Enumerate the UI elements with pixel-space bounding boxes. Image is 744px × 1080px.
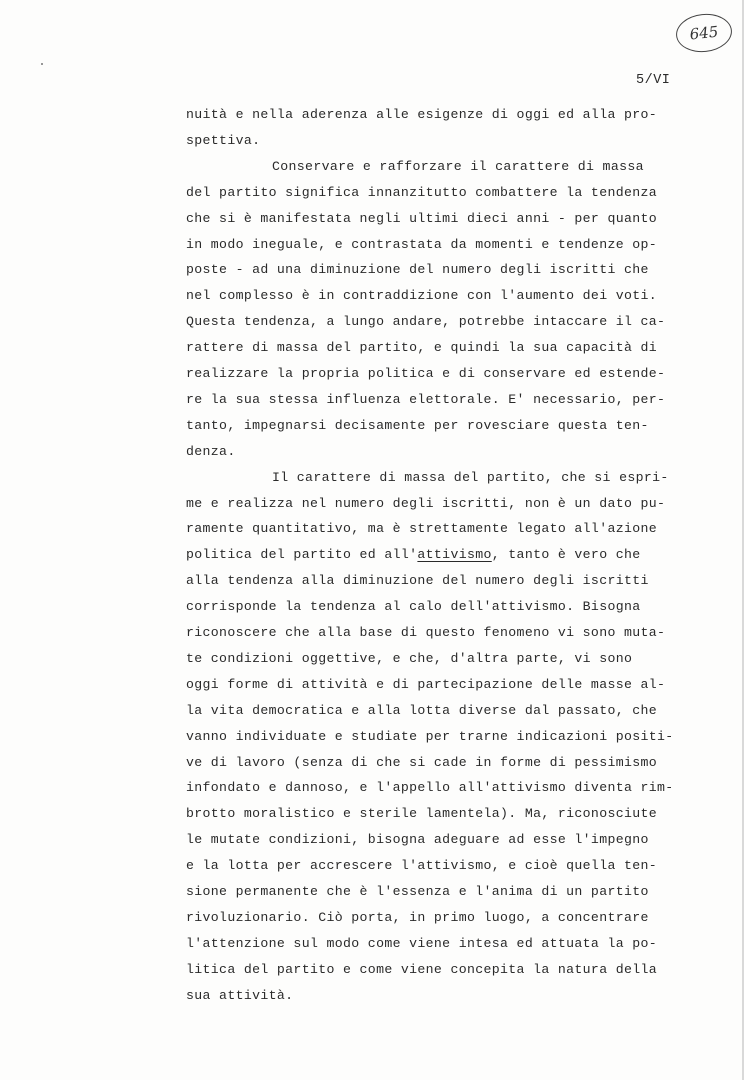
text-segment: Il carattere di massa del partito, che si espri-: [272, 469, 669, 485]
text-segment: corrisponde la tendenza al calo dell'attivismo. Bisogna: [186, 599, 641, 615]
text-line: [186, 236, 657, 254]
text-line: [186, 287, 657, 305]
scan-speck: [41, 63, 43, 65]
text-line: [186, 857, 657, 875]
text-line: [186, 728, 674, 746]
text-line: [186, 391, 665, 409]
text-line: [186, 702, 657, 720]
text-segment: re la sua stessa influenza elettorale. E' necessario, per-: [186, 391, 666, 407]
text-segment: te condizioni oggettive, e che, d'altra parte, vi sono: [186, 650, 633, 666]
text-segment: me e realizza nel numero degli iscritti, non è un dato pu-: [186, 495, 666, 511]
text-line: [186, 909, 649, 927]
text-segment: nel complesso è in contraddizione con l'aumento dei voti.: [186, 288, 658, 304]
text-line: [186, 935, 657, 953]
text-segment: sione permanente che è l'essenza e l'anima di un partito: [186, 884, 649, 899]
text-segment: Questa tendenza, a lungo andare, potrebbe intaccare il ca-: [186, 314, 666, 330]
text-line: [186, 261, 649, 279]
text-line: [186, 779, 674, 797]
text-segment: alla tendenza alla diminuzione del numero degli iscritti: [186, 573, 649, 589]
text-line: [186, 339, 657, 357]
text-segment: l'attenzione sul modo come viene intesa ed attuata la po-: [186, 935, 658, 951]
text-segment: oggi forme di attività e di partecipazione delle masse al-: [186, 676, 666, 692]
text-line: [186, 572, 649, 590]
text-line: [186, 132, 260, 150]
text-line: [186, 754, 657, 772]
text-line: [186, 546, 641, 564]
text-line: [186, 184, 657, 202]
text-line: [186, 650, 632, 668]
text-line: [186, 210, 657, 228]
text-segment: ramente quantitativo, ma è strettamente legato all'azione: [186, 521, 658, 537]
archive-stamp: [674, 11, 734, 55]
text-segment: politica del partito ed all': [186, 547, 418, 563]
text-line: [272, 469, 669, 487]
text-segment: , tanto è vero che: [491, 547, 641, 563]
text-segment: vanno individuate e studiate per trarne indicazioni positi-: [186, 728, 674, 744]
text-segment: realizzare la propria politica e di conservare ed estende-: [186, 366, 666, 381]
page-number: 5/VI: [636, 73, 671, 88]
text-line: [186, 598, 641, 616]
text-segment: rivoluzionario. Ciò porta, in primo luogo, a concentrare: [186, 909, 649, 925]
text-segment: nuità e nella aderenza alle esigenze di oggi ed alla pro-: [186, 107, 658, 122]
text-segment: in modo ineguale, e contrastata da momenti e tendenze op-: [186, 236, 658, 252]
text-segment: rattere di massa del partito, e quindi la sua capacità di: [186, 340, 658, 356]
text-segment: sua attività.: [186, 987, 294, 1003]
text-segment: litica del partito e come viene concepita la natura della: [186, 961, 658, 977]
text-line: [186, 805, 657, 823]
text-segment: riconoscere che alla base di questo fenomeno vi sono muta-: [186, 625, 666, 640]
text-line: [186, 520, 657, 538]
archive-stamp-number: 645: [688, 22, 720, 44]
text-line: [186, 417, 649, 435]
text-segment: che si è manifestata negli ultimi dieci anni - per quanto: [186, 210, 658, 226]
text-segment: Conservare e rafforzare il carattere di massa: [272, 158, 644, 174]
text-line: [186, 883, 649, 901]
text-segment: denza.: [186, 443, 236, 459]
text-line: [186, 831, 649, 849]
text-segment: del partito significa innanzitutto combattere la tendenza: [186, 184, 658, 200]
underlined-word: attivismo: [417, 547, 492, 563]
text-segment: e la lotta per accrescere l'attivismo, e cioè quella ten-: [186, 858, 658, 874]
text-line: [186, 443, 236, 461]
text-segment: infondato e dannoso, e l'appello all'attivismo diventa rim-: [186, 780, 674, 796]
text-line: [186, 676, 665, 694]
text-line: [186, 987, 293, 1005]
text-line: [186, 624, 665, 642]
text-segment: ve di lavoro (senza di che si cade in forme di pessimismo: [186, 754, 658, 770]
text-segment: tanto, impegnarsi decisamente per rovesciare questa ten-: [186, 417, 649, 433]
text-segment: brotto moralistico e sterile lamentela). Ma, riconosciute: [186, 806, 658, 822]
text-segment: poste - ad una diminuzione del numero degli iscritti che: [186, 262, 649, 278]
text-line: [272, 158, 644, 176]
text-segment: le mutate condizioni, bisogna adeguare ad esse l'impegno: [186, 832, 649, 848]
text-line: [186, 313, 665, 331]
text-line: [186, 106, 657, 124]
text-line: [186, 365, 665, 383]
text-segment: spettiva.: [186, 132, 261, 148]
text-segment: la vita democratica e alla lotta diverse dal passato, che: [186, 702, 658, 718]
text-line: [186, 961, 657, 979]
text-line: [186, 495, 665, 513]
